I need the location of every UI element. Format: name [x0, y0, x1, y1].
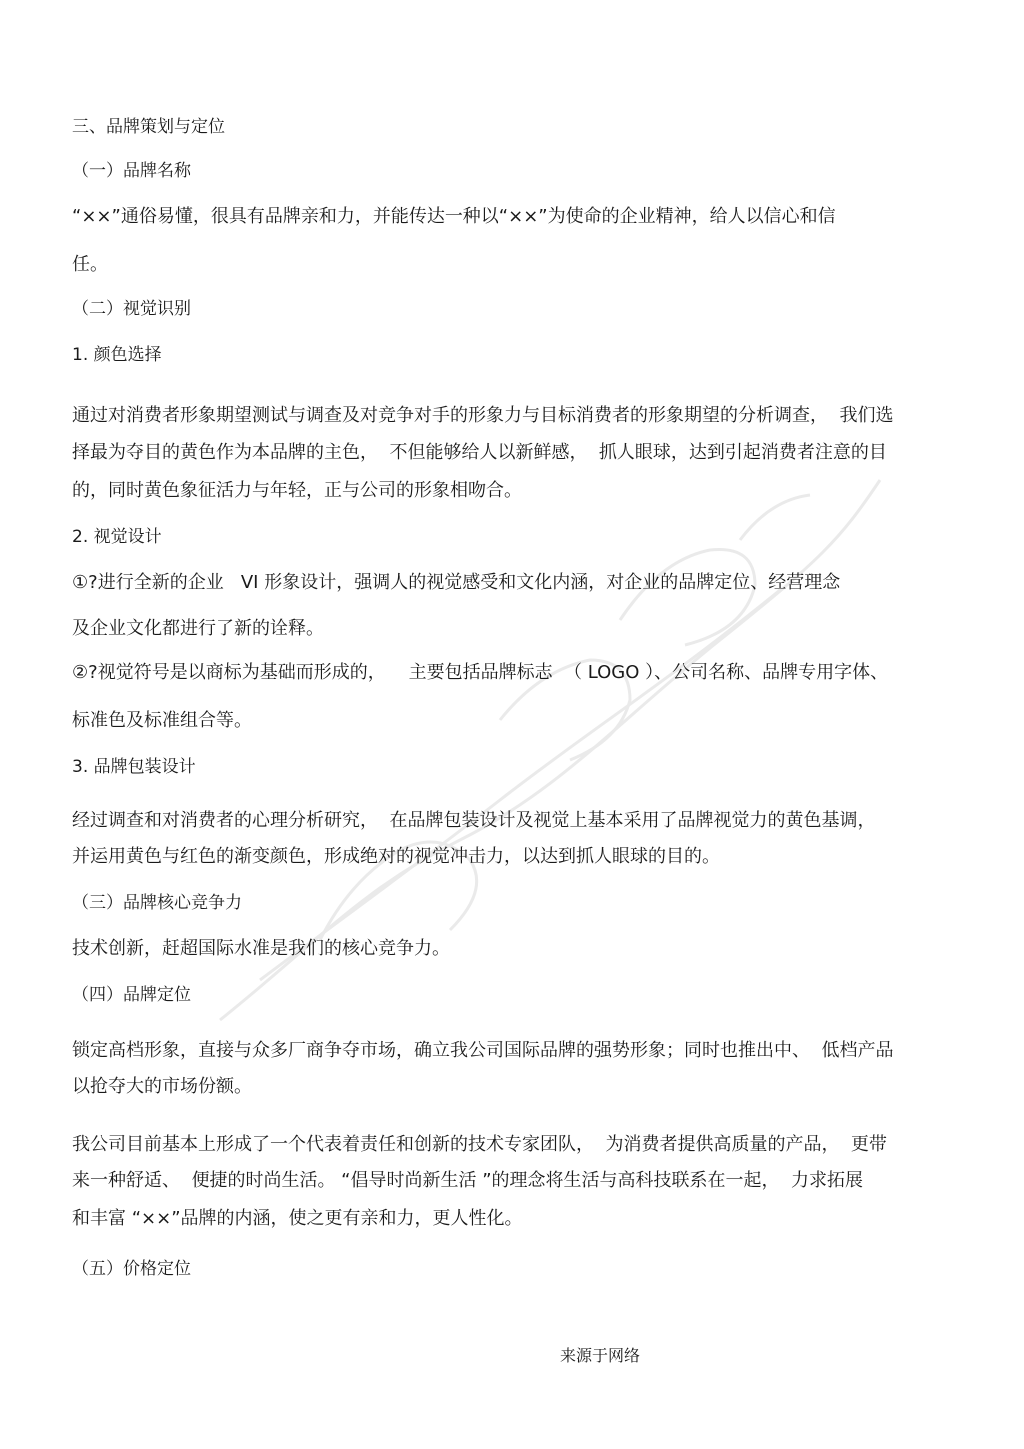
paragraph-line: 以抢夺大的市场份额。	[72, 1076, 252, 1097]
paragraph-line: 锁定高档形象，直接与众多厂商争夺市场，确立我公司国际品牌的强势形象；同时也推出中、 低档产品	[72, 1040, 894, 1061]
item-heading: 3. 品牌包装设计	[72, 757, 196, 777]
paragraph-line: 技术创新，赶超国际水准是我们的核心竞争力。	[72, 938, 450, 959]
paragraph-line: 我公司目前基本上形成了一个代表着责任和创新的技术专家团队， 为消费者提供高质量的产品， 更带	[72, 1134, 887, 1155]
paragraph-line: 通过对消费者形象期望测试与调查及对竞争对手的形象力与目标消费者的形象期望的分析调查， 我们选	[72, 405, 894, 426]
paragraph-line: ②?视觉符号是以商标为基础而形成的， 主要包括品牌标志 （ LOGO ）、公司名称、品牌专用字体、	[72, 662, 889, 683]
section-title: 三、品牌策划与定位	[72, 117, 225, 137]
paragraph-line: 的，同时黄色象征活力与年轻，正与公司的形象相吻合。	[72, 480, 522, 501]
paragraph-line: 择最为夺目的黄色作为本品牌的主色， 不但能够给人以新鲜感， 抓人眼球，达到引起消费者注意的目	[72, 442, 887, 463]
paragraph-line: “××”通俗易懂，很具有品牌亲和力，并能传达一种以“××”为使命的企业精神，给人以信心和信	[72, 206, 836, 227]
subsection-heading: （三）品牌核心竞争力	[72, 893, 242, 913]
item-heading: 2. 视觉设计	[72, 527, 162, 547]
paragraph-line: 并运用黄色与红色的渐变颜色，形成绝对的视觉冲击力，以达到抓人眼球的目的。	[72, 846, 720, 867]
item-heading: 1. 颜色选择	[72, 345, 162, 365]
paragraph-line: 及企业文化都进行了新的诠释。	[72, 618, 324, 639]
subsection-heading: （二）视觉识别	[72, 299, 191, 319]
page-footer: 来源于网络	[560, 1346, 641, 1365]
subsection-heading: （一）品牌名称	[72, 161, 191, 181]
paragraph-line: 和丰富 “××”品牌的内涵，使之更有亲和力，更人性化。	[72, 1208, 523, 1229]
watermark-graphic	[200, 420, 900, 1060]
paragraph-line: 经过调查和对消费者的心理分析研究， 在品牌包装设计及视觉上基本采用了品牌视觉力的黄色基调，	[72, 810, 876, 831]
paragraph-line: 标准色及标准组合等。	[72, 710, 252, 731]
paragraph-line: 来一种舒适、 便捷的时尚生活。 “倡导时尚新生活 ”的理念将生活与高科技联系在一起， 力求拓展	[72, 1170, 863, 1191]
subsection-heading: （四）品牌定位	[72, 985, 191, 1005]
paragraph-line: 任。	[72, 254, 108, 275]
subsection-heading: （五）价格定位	[72, 1259, 191, 1279]
paragraph-line: ①?进行全新的企业 VI 形象设计，强调人的视觉感受和文化内涵，对企业的品牌定位、经营理念	[72, 572, 841, 593]
